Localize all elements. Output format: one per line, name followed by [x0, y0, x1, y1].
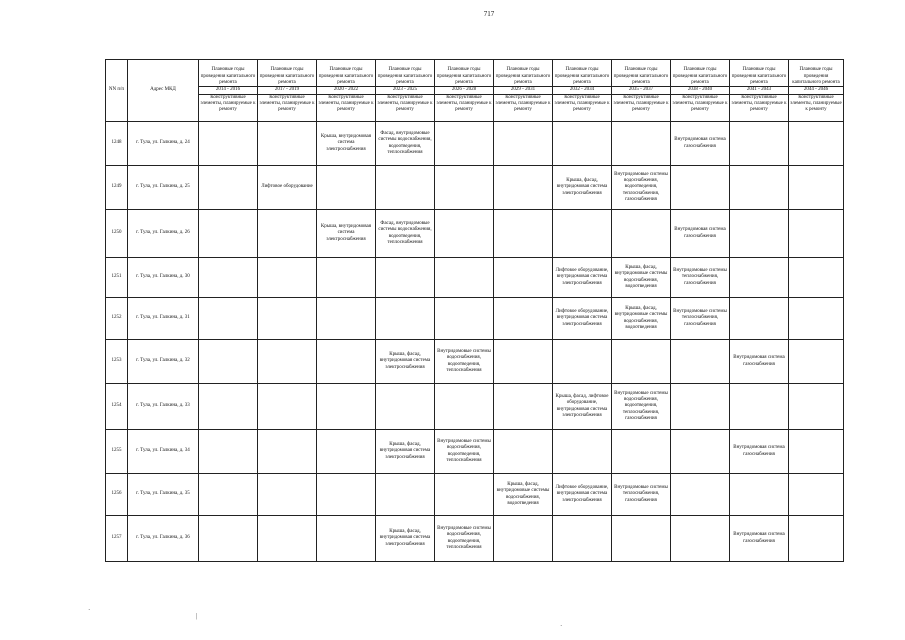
- period-years: 2044 - 2046: [789, 87, 844, 95]
- building-address: г. Тула, ул. Галкина, д. 26: [128, 210, 199, 258]
- planned-works-cell: [671, 384, 730, 430]
- table-header: [106, 60, 844, 122]
- planned-works-cell: [730, 298, 789, 340]
- period-header: Плановые годы проведения капитального ремонта: [612, 60, 671, 87]
- planned-works-cell: [494, 340, 553, 384]
- planned-works-cell: [376, 474, 435, 516]
- planned-works-cell: [317, 340, 376, 384]
- planned-works-cell: [435, 384, 494, 430]
- planned-works-cell: Внутридомовые системы водоснабжения, водоотведения, теплоснабжения, газоснабжения: [612, 166, 671, 210]
- row-number: 1255: [106, 430, 128, 474]
- planned-works-cell: [553, 516, 612, 562]
- planned-works-cell: [730, 474, 789, 516]
- planned-works-cell: [376, 258, 435, 298]
- planned-works-cell: Крыша, фасад, лифтовое оборудование, внутридомовая система электроснабжения: [553, 384, 612, 430]
- planned-works-cell: [494, 210, 553, 258]
- planned-works-cell: Внутридомовая система газоснабжения: [671, 122, 730, 166]
- planned-works-cell: [730, 122, 789, 166]
- building-address: г. Тула, ул. Галкина, д. 24: [128, 122, 199, 166]
- planned-works-cell: [612, 516, 671, 562]
- table-row: [106, 122, 844, 166]
- planned-works-cell: [435, 166, 494, 210]
- repair-schedule-table-wrapper: [105, 59, 843, 562]
- planned-works-cell: [199, 430, 258, 474]
- planned-works-cell: [730, 258, 789, 298]
- table-row: [106, 516, 844, 562]
- elements-subheader: Конструктивные элементы, планируемые к ремонту: [730, 95, 789, 122]
- planned-works-cell: [376, 384, 435, 430]
- period-years: 2038 - 2040: [671, 87, 730, 95]
- planned-works-cell: [199, 122, 258, 166]
- building-address: г. Тула, ул. Галкина, д. 36: [128, 516, 199, 562]
- planned-works-cell: [612, 122, 671, 166]
- planned-works-cell: [789, 430, 844, 474]
- planned-works-cell: [612, 340, 671, 384]
- planned-works-cell: [494, 258, 553, 298]
- elements-subheader: Конструктивные элементы, планируемые к ремонту: [199, 95, 258, 122]
- period-years: 2035 - 2037: [612, 87, 671, 95]
- planned-works-cell: Внутридомовые системы водоснабжения, водоотведения, теплоснабжения: [435, 340, 494, 384]
- planned-works-cell: Внутридомовая система газоснабжения: [730, 430, 789, 474]
- planned-works-cell: [435, 210, 494, 258]
- planned-works-cell: [671, 516, 730, 562]
- building-address: г. Тула, ул. Галкина, д. 33: [128, 384, 199, 430]
- planned-works-cell: [199, 298, 258, 340]
- period-years: 2041 - 2043: [730, 87, 789, 95]
- period-header: Плановые годы проведения капитального ремонта: [435, 60, 494, 87]
- planned-works-cell: [435, 258, 494, 298]
- planned-works-cell: [494, 516, 553, 562]
- period-header: Плановые годы проведения капитального ремонта: [789, 60, 844, 87]
- planned-works-cell: [494, 166, 553, 210]
- planned-works-cell: [435, 122, 494, 166]
- elements-subheader: Конструктивные элементы, планируемые к ремонту: [671, 95, 730, 122]
- planned-works-cell: Внутридомовые системы водоснабжения, водоотведения, теплоснабжения: [435, 430, 494, 474]
- planned-works-cell: [199, 210, 258, 258]
- planned-works-cell: [730, 384, 789, 430]
- page-number: 717: [483, 10, 495, 18]
- planned-works-cell: Лифтовое оборудование, внутридомовая система электроснабжения: [553, 298, 612, 340]
- planned-works-cell: [789, 340, 844, 384]
- planned-works-cell: [317, 298, 376, 340]
- period-header: Плановые годы проведения капитального ремонта: [317, 60, 376, 87]
- planned-works-cell: [199, 384, 258, 430]
- elements-subheader: Конструктивные элементы, планируемые к ремонту: [553, 95, 612, 122]
- planned-works-cell: [258, 340, 317, 384]
- planned-works-cell: [494, 122, 553, 166]
- table-row: [106, 340, 844, 384]
- period-header: Плановые годы проведения капитального ремонта: [199, 60, 258, 87]
- planned-works-cell: Крыша, фасад, внутридомовые системы водоснабжения, водоотведения: [494, 474, 553, 516]
- planned-works-cell: [435, 298, 494, 340]
- planned-works-cell: [258, 122, 317, 166]
- building-address: г. Тула, ул. Галкина, д. 32: [128, 340, 199, 384]
- planned-works-cell: [199, 474, 258, 516]
- planned-works-cell: [612, 210, 671, 258]
- planned-works-cell: [789, 474, 844, 516]
- period-header: Плановые годы проведения капитального ремонта: [494, 60, 553, 87]
- planned-works-cell: Крыша, фасад, внутридомовая система электроснабжения: [376, 430, 435, 474]
- planned-works-cell: Крыша, внутридомовая система электроснабжения: [317, 210, 376, 258]
- row-number: 1249: [106, 166, 128, 210]
- planned-works-cell: Внутридомовые системы теплоснабжения, газоснабжения: [671, 298, 730, 340]
- period-header: Плановые годы проведения капитального ремонта: [671, 60, 730, 87]
- planned-works-cell: Внутридомовые системы водоснабжения, водоотведения, теплоснабжения: [435, 516, 494, 562]
- planned-works-cell: [317, 474, 376, 516]
- planned-works-cell: Лифтовое оборудование, внутридомовая система электроснабжения: [553, 258, 612, 298]
- period-years: 2014 - 2016: [199, 87, 258, 95]
- planned-works-cell: Внутридомовая система газоснабжения: [730, 516, 789, 562]
- building-address: г. Тула, ул. Галкина, д. 30: [128, 258, 199, 298]
- planned-works-cell: [199, 516, 258, 562]
- row-number: 1248: [106, 122, 128, 166]
- scan-mark: ·: [88, 606, 91, 614]
- row-number: 1254: [106, 384, 128, 430]
- building-address: г. Тула, ул. Галкина, д. 31: [128, 298, 199, 340]
- building-address: г. Тула, ул. Галкина, д. 34: [128, 430, 199, 474]
- planned-works-cell: [317, 384, 376, 430]
- planned-works-cell: [789, 258, 844, 298]
- planned-works-cell: Крыша, фасад, внутридомовые системы водоснабжения, водоотведения: [612, 258, 671, 298]
- planned-works-cell: Крыша, фасад, внутридомовые системы водоснабжения, водоотведения: [612, 298, 671, 340]
- planned-works-cell: [317, 430, 376, 474]
- planned-works-cell: Фасад, внутридомовые системы водоснабжения, водоотведения, теплоснабжения: [376, 122, 435, 166]
- planned-works-cell: [258, 258, 317, 298]
- planned-works-cell: [199, 166, 258, 210]
- elements-subheader: Конструктивные элементы, планируемые к ремонту: [612, 95, 671, 122]
- period-years: 2020 - 2022: [317, 87, 376, 95]
- planned-works-cell: Крыша, фасад, внутридомовая система электроснабжения: [553, 166, 612, 210]
- planned-works-cell: [553, 430, 612, 474]
- table-row: [106, 298, 844, 340]
- planned-works-cell: Крыша, внутридомовая система электроснабжения: [317, 122, 376, 166]
- planned-works-cell: Лифтовое оборудование, внутридомовая система электроснабжения: [553, 474, 612, 516]
- period-header: Плановые годы проведения капитального ремонта: [553, 60, 612, 87]
- planned-works-cell: [258, 474, 317, 516]
- table-body: [106, 122, 844, 562]
- planned-works-cell: [494, 298, 553, 340]
- elements-subheader: Конструктивные элементы, планируемые к ремонту: [258, 95, 317, 122]
- table-row: [106, 474, 844, 516]
- planned-works-cell: Внутридомовая система газоснабжения: [671, 210, 730, 258]
- planned-works-cell: [789, 516, 844, 562]
- elements-subheader: Конструктивные элементы, планируемые к ремонту: [494, 95, 553, 122]
- period-header: Плановые годы проведения капитального ремонта: [258, 60, 317, 87]
- period-years: 2017 - 2019: [258, 87, 317, 95]
- planned-works-cell: [730, 166, 789, 210]
- scan-mark: ·: [560, 622, 563, 630]
- planned-works-cell: [258, 384, 317, 430]
- planned-works-cell: Фасад, внутридомовые системы водоснабжения, водоотведения, теплоснабжения: [376, 210, 435, 258]
- planned-works-cell: Внутридомовые системы теплоснабжения, газоснабжения: [612, 474, 671, 516]
- elements-subheader: Конструктивные элементы, планируемые к ремонту: [789, 95, 844, 122]
- elements-subheader: Конструктивные элементы, планируемые к ремонту: [317, 95, 376, 122]
- planned-works-cell: Внутридомовая система газоснабжения: [730, 340, 789, 384]
- planned-works-cell: [671, 430, 730, 474]
- building-address: г. Тула, ул. Галкина, д. 35: [128, 474, 199, 516]
- planned-works-cell: [317, 516, 376, 562]
- row-number: 1256: [106, 474, 128, 516]
- building-address: г. Тула, ул. Галкина, д. 25: [128, 166, 199, 210]
- num-column-header: NN п/п: [106, 60, 128, 122]
- table-row: [106, 166, 844, 210]
- planned-works-cell: [553, 122, 612, 166]
- elements-subheader: Конструктивные элементы, планируемые к ремонту: [435, 95, 494, 122]
- planned-works-cell: [553, 340, 612, 384]
- planned-works-cell: [671, 166, 730, 210]
- planned-works-cell: [258, 516, 317, 562]
- scan-mark: |: [196, 612, 198, 620]
- planned-works-cell: [317, 258, 376, 298]
- planned-works-cell: [730, 210, 789, 258]
- planned-works-cell: Крыша, фасад, внутридомовая система электроснабжения: [376, 340, 435, 384]
- period-years: 2029 - 2031: [494, 87, 553, 95]
- row-number: 1257: [106, 516, 128, 562]
- address-column-header: Адрес МКД: [128, 60, 199, 122]
- planned-works-cell: [258, 298, 317, 340]
- table-row: [106, 430, 844, 474]
- period-years: 2032 - 2034: [553, 87, 612, 95]
- row-number: 1252: [106, 298, 128, 340]
- planned-works-cell: [376, 166, 435, 210]
- planned-works-cell: [494, 384, 553, 430]
- planned-works-cell: [553, 210, 612, 258]
- planned-works-cell: [671, 474, 730, 516]
- table-row: [106, 210, 844, 258]
- period-years: 2023 - 2025: [376, 87, 435, 95]
- repair-schedule-table: [105, 59, 844, 562]
- period-header: Плановые годы проведения капитального ремонта: [730, 60, 789, 87]
- planned-works-cell: [258, 210, 317, 258]
- planned-works-cell: [376, 298, 435, 340]
- planned-works-cell: [789, 166, 844, 210]
- planned-works-cell: [199, 340, 258, 384]
- planned-works-cell: [671, 340, 730, 384]
- planned-works-cell: [258, 430, 317, 474]
- planned-works-cell: Крыша, фасад, внутридомовая система электроснабжения: [376, 516, 435, 562]
- planned-works-cell: Лифтовое оборудование: [258, 166, 317, 210]
- table-row: [106, 384, 844, 430]
- planned-works-cell: [612, 430, 671, 474]
- planned-works-cell: Внутридомовые системы водоснабжения, водоотведения, теплоснабжения, газоснабжения: [612, 384, 671, 430]
- planned-works-cell: [199, 258, 258, 298]
- planned-works-cell: [317, 166, 376, 210]
- elements-subheader: Конструктивные элементы, планируемые к ремонту: [376, 95, 435, 122]
- planned-works-cell: [789, 298, 844, 340]
- row-number: 1250: [106, 210, 128, 258]
- period-years: 2026 - 2028: [435, 87, 494, 95]
- period-header: Плановые годы проведения капитального ремонта: [376, 60, 435, 87]
- planned-works-cell: [789, 122, 844, 166]
- row-number: 1253: [106, 340, 128, 384]
- table-row: [106, 258, 844, 298]
- planned-works-cell: [435, 474, 494, 516]
- planned-works-cell: [494, 430, 553, 474]
- planned-works-cell: Внутридомовые системы теплоснабжения, газоснабжения: [671, 258, 730, 298]
- planned-works-cell: [789, 210, 844, 258]
- row-number: 1251: [106, 258, 128, 298]
- planned-works-cell: [789, 384, 844, 430]
